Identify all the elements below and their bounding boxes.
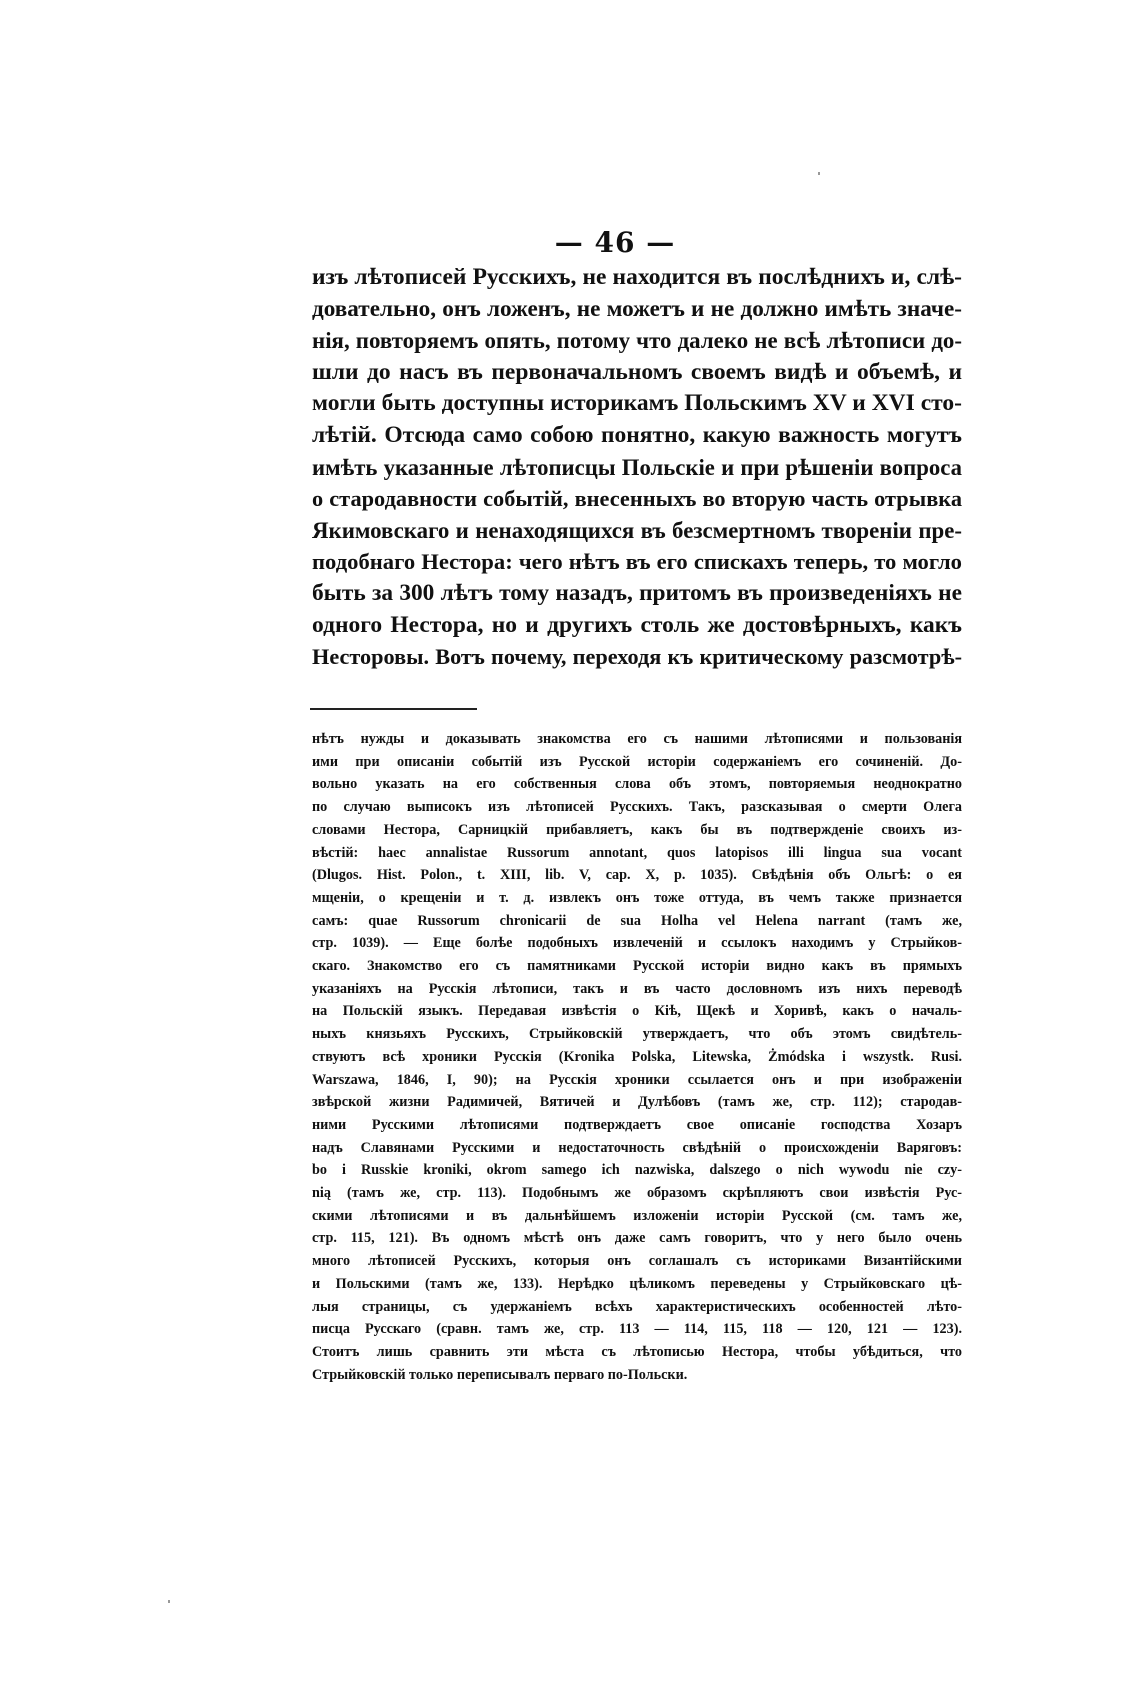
footnote-line: ствуютъ всѣ хроники Русскія (Kronika Polska, Litewska, Żmódska i wszystk. Rusi. [312, 1048, 962, 1065]
footnote-line: указаніяхъ на Русскія лѣтописи, такъ и въ часто дословномъ изъ нихъ переводѣ [312, 980, 962, 997]
main-text-line: могли быть доступны историкамъ Польскимъ XV и XVI сто- [312, 390, 962, 417]
footnote-line: стр. 1039). — Еще болѣе подобныхъ извлеченій и ссылокъ находимъ у Стрыйков- [312, 935, 962, 952]
page-number: — 46 — [554, 226, 676, 259]
main-text-line: быть за 300 лѣтъ тому назадъ, притомъ въ произведеніяхъ не [312, 579, 962, 606]
footnote-line: мщеніи, о крещеніи и т. д. извлекъ онъ тоже оттуда, въ чемъ также признается [312, 889, 962, 906]
footnote-line: ними Русскими лѣтописями подтверждаетъ свое описаніе господства Хозаръ [312, 1116, 962, 1133]
main-text-line: довательно, онъ ложенъ, не можетъ и не должно имѣть значе- [312, 295, 962, 322]
main-text-line: подобнаго Нестора: чего нѣтъ въ его спискахъ теперь, то могло [312, 549, 962, 575]
footnote-separator [310, 708, 477, 710]
footnote-line: Warszawa, 1846, I, 90); на Русскія хроники ссылается онъ и при изображеніи [312, 1071, 962, 1088]
footnote-line: ими при описаніи событій изъ Русской исторіи содержаніемъ его сочиненій. До- [312, 753, 962, 770]
footnote-line: и Польскими (тамъ же, 133). Нерѣдко цѣликомъ переведены у Стрыйковскаго цѣ- [312, 1275, 962, 1292]
main-text-line: о стародавности событій, внесенныхъ во вторую часть отрывка [312, 486, 962, 512]
footnote-line: писца Русскаго (сравн. тамъ же, стр. 113 — 114, 115, 118 — 120, 121 — 123). [312, 1321, 962, 1338]
main-text-line: Якимовскаго и ненаходящихся въ безсмертномъ твореніи пре- [312, 517, 962, 543]
footnote-line: Стрыйковскій только переписывалъ перваго по-Польски. [312, 1366, 688, 1383]
footnote-line: нѣтъ нужды и доказывать знакомства его съ нашими лѣтописями и пользованія [312, 731, 962, 747]
footnote-line: лыя страницы, съ удержаніемъ всѣхъ характеристическихъ особенностей лѣто- [312, 1298, 962, 1315]
footnote-line: bo i Russkie kroniki, okrom samego ich nazwiska, dalszego o nich wywodu nie czy- [312, 1162, 962, 1179]
footnote-line: много лѣтописей Русскихъ, которыя онъ соглашалъ съ историками Византійскими [312, 1253, 962, 1270]
main-text-line: изъ лѣтописей Русскихъ, не находится въ послѣднихъ и, слѣ- [312, 264, 962, 290]
footnote-line: вѣстій: haec annalistae Russorum annotant, quos latopisos illi lingua sua vocant [312, 844, 962, 861]
footnote-line: надъ Славянами Русскими и недостаточность свѣдѣній о происхожденіи Варяговъ: [312, 1139, 962, 1156]
footnote-line: nią (тамъ же, стр. 113). Подобнымъ же образомъ скрѣпляютъ свои извѣстія Рус- [312, 1185, 962, 1202]
main-text-line: имѣть указанные лѣтописцы Польскіе и при рѣшеніи вопроса [312, 454, 962, 480]
footnote-line: скаго. Знакомство его съ памятниками Русской исторіи видно какъ въ прямыхъ [312, 958, 962, 975]
footnote-line: вольно указать на его собственныя слова объ этомъ, повторяемыя неоднократно [312, 776, 962, 793]
main-text-line: Несторовы. Вотъ почему, переходя къ критическому разсмотрѣ- [312, 644, 962, 670]
main-text-line: одного Нестора, но и другихъ столь же достовѣрныхъ, какъ [312, 611, 962, 638]
footnote-line: звѣрской жизни Радимичей, Вятичей и Дулѣбовъ (тамъ же, стр. 112); стародав- [312, 1094, 962, 1111]
footnote-line: скими лѣтописями и въ дальнѣйшемъ изложеніи исторіи Русской (см. тамъ же, [312, 1207, 962, 1224]
footnote-line: (Dlugos. Hist. Polon., t. XIII, lib. V, cap. X, p. 1035). Свѣдѣнія объ Ольгѣ: о ея [312, 867, 962, 884]
main-text-block [312, 262, 962, 673]
footnote-line: словами Нестора, Сарницкій прибавляетъ, какъ бы въ подтвержденіе своихъ из- [312, 821, 962, 838]
print-speck [168, 1600, 170, 1603]
footnote-line: по случаю выписокъ изъ лѣтописей Русскихъ. Такъ, разсказывая о смерти Олега [312, 799, 962, 816]
footnote-line: стр. 115, 121). Въ одномъ мѣстѣ онъ даже самъ говоритъ, что у него было очень [312, 1230, 962, 1247]
main-text-line: нія, повторяемъ опять, потому что далеко не всѣ лѣтописи до- [312, 328, 962, 354]
footnote-line: Стоитъ лишь сравнить эти мѣста съ лѣтописью Нестора, чтобы убѣдиться, что [312, 1343, 962, 1360]
footnote-line: на Польскій языкъ. Передавая извѣстія о Кіѣ, Щекѣ и Хоривѣ, какъ о началь- [312, 1003, 962, 1020]
main-text-line: шли до насъ въ первоначальномъ своемъ видѣ и объемѣ, и [312, 358, 962, 385]
main-text-line: лѣтій. Отсюда само собою понятно, какую важность могутъ [312, 421, 962, 448]
footnote-line: ныхъ князьяхъ Русскихъ, Стрыйковскій утверждаетъ, что объ этомъ свидѣтель- [312, 1026, 962, 1043]
footnote-block [312, 728, 962, 1386]
print-speck [818, 172, 820, 175]
footnote-line: самъ: quae Russorum chronicarii de sua Holha vel Helena narrant (тамъ же, [312, 912, 962, 929]
